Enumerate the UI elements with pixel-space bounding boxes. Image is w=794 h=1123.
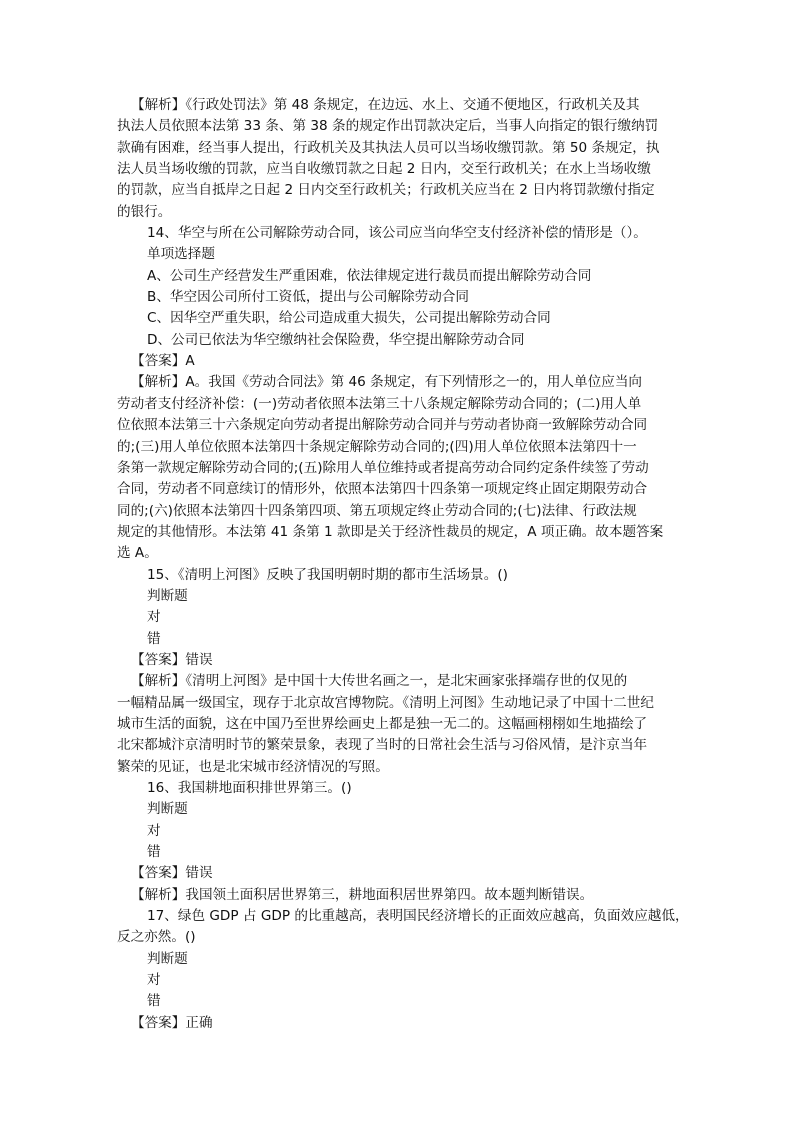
question-block: [117, 223, 682, 244]
analysis-line: 执法人员依照本法第 33 条、第 38 条的规定作出罚款决定后，当事人向指定的银行缴纳罚: [117, 118, 659, 135]
analysis-line: 【解析】A。我国《劳动合同法》第 46 条规定，有下列情形之一的，用人单位应当向: [131, 374, 643, 391]
qtype-line: 判断题: [147, 587, 188, 604]
qtype-block: [117, 799, 682, 820]
analysis-line: 的罚款，应当自抵岸之日起 2 日内交至行政机关；行政机关应当在 2 日内将罚款缴付指定: [117, 182, 655, 199]
analysis-line: 【解析】我国领土面积居世界第三，耕地面积居世界第四。故本题判断错误。: [131, 886, 594, 903]
option-line: 错: [147, 993, 161, 1010]
answer-line: 【答案】错误: [131, 865, 213, 882]
option-line: 对: [147, 822, 161, 839]
option-line: 错: [147, 844, 161, 861]
option-line: D、公司已依法为华空缴纳社会保险费，华空提出解除劳动合同: [147, 331, 525, 348]
analysis-line: 北宋都城汴京清明时节的繁荣景象，表现了当时的日常社会生活与习俗风情，是汴京当年: [117, 737, 648, 754]
qtype-block: [117, 244, 682, 265]
analysis-line: 合同，劳动者不同意续订的情形外，依照本法第四十四条第一项规定终止固定期限劳动合: [117, 481, 648, 498]
analysis-block: [117, 671, 682, 778]
analysis-line: 繁荣的见证，也是北宋城市经济情况的写照。: [117, 758, 389, 775]
option-line: B、华空因公司所付工资低，提出与公司解除劳动合同: [147, 289, 469, 306]
option-line: 对: [147, 609, 161, 626]
answer-block: [117, 863, 682, 884]
question-line: 17、绿色 GDP 占 GDP 的比重越高，表明国民经济增长的正面效应越高，负面效应越低，: [147, 908, 689, 925]
question-line: 14、华空与所在公司解除劳动合同，该公司应当向华空支付经济补偿的情形是（）。: [147, 225, 647, 242]
question-block: [117, 778, 682, 799]
analysis-line: 位依照本法第三十六条规定向劳动者提出解除劳动合同并与劳动者协商一致解除劳动合同: [117, 417, 648, 434]
option-block: [117, 308, 682, 329]
qtype-block: [117, 949, 682, 970]
analysis-line: 的;(三)用人单位依照本法第四十条规定解除劳动合同的;(四)用人单位依照本法第四十一: [117, 438, 637, 455]
answer-block: [117, 1013, 682, 1034]
option-block: [117, 821, 682, 842]
option-block: [117, 970, 682, 991]
option-block: [117, 287, 682, 308]
option-block: [117, 330, 682, 351]
qtype-line: 判断题: [147, 950, 188, 967]
analysis-line: 一幅精品属一级国宝，现存于北京故宫博物院。《清明上河图》生动地记录了中国十二世纪: [117, 694, 654, 711]
qtype-line: 单项选择题: [147, 246, 215, 263]
question-line: 反之亦然。(): [117, 929, 196, 946]
analysis-line: 同的;(六)依照本法第四十四条第四项、第五项规定终止劳动合同的;(七)法律、行政法规: [117, 502, 637, 519]
analysis-line: 城市生活的面貌，这在中国乃至世界绘画史上都是独一无二的。这幅画栩栩如生地描绘了: [117, 715, 648, 732]
option-line: 错: [147, 630, 161, 647]
option-block: [117, 842, 682, 863]
option-block: [117, 991, 682, 1012]
qtype-block: [117, 586, 682, 607]
option-line: A、公司生产经营发生严重困难，依法律规定进行裁员而提出解除劳动合同: [147, 267, 592, 284]
analysis-line: 选 A。: [117, 545, 158, 562]
option-line: 对: [147, 972, 161, 989]
question-block: [117, 906, 689, 949]
analysis-line: 的银行。: [117, 203, 172, 220]
analysis-line: 款确有困难，经当事人提出，行政机关及其执法人员可以当场收缴罚款。第 50 条规定，执: [117, 139, 660, 156]
option-block: [117, 629, 682, 650]
analysis-block: [117, 885, 682, 906]
analysis-line: 【解析】《行政处罚法》第 48 条规定，在边远、水上、交通不便地区，行政机关及其: [131, 97, 640, 113]
option-line: C、因华空严重失职，给公司造成重大损失，公司提出解除劳动合同: [147, 310, 551, 327]
answer-block: [117, 351, 682, 372]
option-block: [117, 266, 682, 287]
analysis-block: [117, 372, 682, 564]
option-block: [117, 607, 682, 628]
answer-line: 【答案】正确: [131, 1014, 213, 1031]
question-block: [117, 565, 682, 586]
analysis-line: 劳动者支付经济补偿：(一)劳动者依照本法第三十八条规定解除劳动合同的；(二)用人单: [117, 395, 642, 412]
qtype-line: 判断题: [147, 801, 188, 818]
answer-block: [117, 650, 682, 671]
analysis-line: 条第一款规定解除劳动合同的;(五)除用人单位维持或者提高劳动合同约定条件续签了劳动: [117, 459, 649, 476]
analysis-line: 法人员当场收缴的罚款，应当自收缴罚款之日起 2 日内，交至行政机关；在水上当场收缴: [117, 161, 651, 178]
analysis-line: 【解析】《清明上河图》是中国十大传世名画之一，是北宋画家张择端存世的仅见的: [131, 673, 628, 690]
answer-line: 【答案】A: [131, 353, 195, 370]
question-line: 15、《清明上河图》反映了我国明朝时期的都市生活场景。(): [147, 566, 508, 583]
analysis-block: [117, 95, 682, 223]
answer-line: 【答案】错误: [131, 651, 213, 668]
document-body: [117, 95, 689, 1034]
analysis-line: 规定的其他情形。本法第 41 条第 1 款即是关于经济性裁员的规定，A 项正确。故本题答案: [117, 523, 664, 540]
question-line: 16、我国耕地面积排世界第三。(): [147, 780, 352, 796]
